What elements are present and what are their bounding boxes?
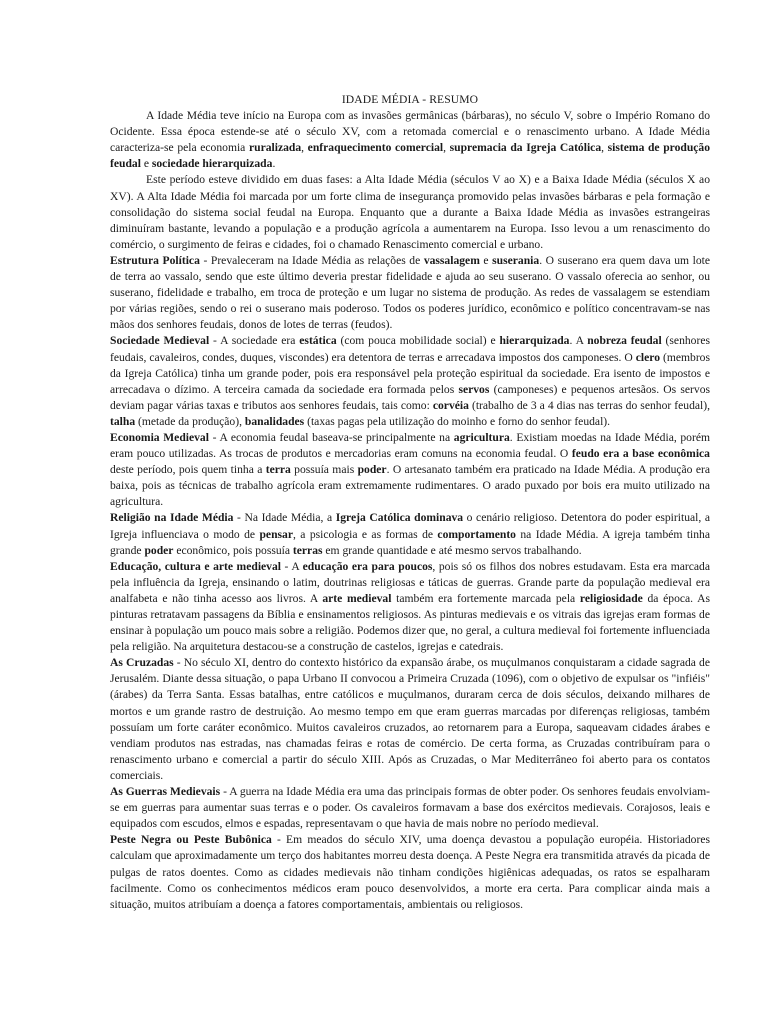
bold-term: religiosidade (579, 591, 643, 605)
text-run: - Na Idade Média, a (233, 511, 336, 525)
paragraph (110, 784, 710, 832)
bold-term: servos (458, 382, 490, 396)
bold-term: hierarquizada (499, 334, 570, 348)
bold-term: terra (265, 463, 291, 477)
bold-term: comportamento (437, 527, 516, 541)
text-run: - A sociedade era (209, 334, 300, 348)
bold-term: poder (144, 543, 174, 557)
text-run: e (140, 157, 152, 171)
text-run: , (443, 141, 450, 155)
bold-term: estática (299, 334, 337, 348)
text-run: - A guerra na Idade Média era uma das principais formas de obter poder. Os senhores feudais envolviam-se em guerras para aumentar suas terras e o poder. Os cavaleiros formavam a base dos exércitos medievais. Corajosos, leais e equipados com escudos, elmos e espadas, representavam o que havia de mais nobre no período medieval. (110, 785, 711, 831)
text-run: , (601, 141, 608, 155)
text-run: econômico, pois possuía (173, 543, 293, 557)
paragraph (110, 253, 710, 333)
bold-term: ruralizada (248, 141, 302, 155)
text-run: (com pouca mobilidade social) e (336, 334, 500, 348)
paragraph (110, 108, 710, 172)
text-run: (metade da produção), (135, 414, 245, 428)
bold-term: pensar (259, 527, 293, 541)
bold-term: talha (110, 414, 136, 428)
paragraph (110, 832, 710, 912)
text-run: (senhores feudais, cavaleiros, condes, duques, viscondes) era detentora de terras e arrecadava impostos dos camponeses. O (110, 334, 710, 364)
bold-term: educação era para poucos (302, 559, 433, 573)
text-run: em grande quantidade e até mesmo servos trabalhando. (322, 543, 582, 557)
bold-term: Estrutura Política (110, 253, 200, 267)
text-run: - A (281, 559, 303, 573)
bold-term: Economia Medieval (110, 430, 209, 444)
bold-term: sistema de produção feudal (110, 141, 711, 171)
paragraph (110, 655, 710, 784)
bold-term: As Cruzadas (110, 656, 174, 670)
bold-term: Igreja Católica dominava (335, 511, 464, 525)
text-run: (camponeses) e pequenos artesãos. Os servos deviam pagar várias taxas e tributos aos senhores feudais, tais como: (110, 382, 711, 412)
bold-term: Religião na Idade Média (110, 511, 234, 525)
bold-term: nobreza feudal (587, 334, 662, 348)
text-run: e (479, 253, 493, 267)
text-run: possuía mais (290, 463, 358, 477)
paragraph (110, 559, 710, 656)
text-run: o cenário religioso. Detentora do poder espiritual, a Igreja influenciava o modo de (110, 511, 710, 541)
text-run: , pois só os filhos dos nobres estudavam. Esta era marcada pela influência da Igreja, ensinando o latim, doutrinas religiosas e táticas de guerras. Grande parte da população medieval era analfabeta e não tinha acesso aos livros. A (110, 559, 710, 605)
text-run: (taxas pagas pela utilização do moinho e forno do senhor feudal). (304, 414, 611, 428)
text-run: , a psicologia e as formas de (292, 527, 438, 541)
bold-term: sociedade hierarquizada (151, 157, 273, 171)
bold-term: suserania (492, 253, 540, 267)
paragraph (110, 172, 710, 252)
bold-term: terras (292, 543, 323, 557)
text-run: . A (569, 334, 588, 348)
text-run: da época. As pinturas retratavam passagens da Bíblia e ensinamentos religiosos. As pinturas medievais e os vitrais das igrejas eram formas de ensinar à população um pouco mais sobre a religião. Podemos dizer que, no geral, a cultura medieval foi fortemente influenciada pela religião. Na arquitetura destacou-se a construção de castelos, igrejas e catedrais. (110, 591, 711, 654)
document-title: IDADE MÉDIA - RESUMO (341, 93, 479, 106)
text-run: - No século XI, dentro do contexto histórico da expansão árabe, os muçulmanos conquistaram a cidade sagrada de Jerusalém. Diante dessa situação, o papa Urbano II convocou a Primeira Cruzada (1096), com o objetivo de expulsar os "infiéis" (árabes) da Terra Santa. Essas batalhas, entre católicos e muçulmanos, duraram cerca de dois séculos, deixando milhares de mortos e um grande rastro de destruição. Ao mesmo tempo em que eram guerras marcadas por diferenças religiosas, também possuíam um forte caráter econômico. Muitos cavaleiros cruzados, ao retornarem para a Europa, saqueavam cidades árabes e vendiam produtos nas estradas, nas chamadas feiras e rotas de comércio. De certa forma, as Cruzadas contribuíram para o renascimento urbano e comercial a partir do século XIII. Após as Cruzadas, o Mar Mediterrâneo foi aberto para os contatos comerciais. (110, 656, 710, 782)
text-run: , (301, 141, 308, 155)
paragraph (110, 333, 710, 430)
bold-term: clero (635, 350, 661, 364)
bold-term: feudo era a base econômica (571, 447, 710, 461)
bold-term: As Guerras Medievais (110, 785, 221, 799)
bold-term: Educação, cultura e arte medieval (110, 559, 281, 573)
bold-term: enfraquecimento comercial (307, 141, 444, 155)
text-run: - Prevaleceram na Idade Média as relações de (199, 253, 424, 267)
bold-term: corvéia (432, 398, 469, 412)
text-run: também era fortemente marcada pela (391, 591, 580, 605)
text-run: na Idade Média. A igreja também tinha grande (110, 527, 710, 557)
text-run: . O artesanato também era praticado na Idade Média. A produção era baixa, pois as técnicas de trabalho agrícola eram extremamente rudimentares. O arado puxado por bois era muito utilizado na agricultura. (110, 463, 710, 509)
text-run: Este período esteve dividido em duas fases: a Alta Idade Média (séculos V ao X) e a Baixa Idade Média (séculos X ao XV). A Alta Idade Média foi marcada por um forte clima de insegurança promovido pelas invasões bárbaras e pela formação e consolidação do sistema social feudal na Europa. Enquanto que a durante a Baixa Idade Média as invasões estrangeiras diminuíram bastante, levando a população e a produção agrícola a aumentarem na Europa. Isso levou a um renascimento do comércio, o surgimento de feiras e cidades, foi o chamado Renascimento comercial e urbano. (110, 173, 710, 251)
text-run: (trabalho de 3 a 4 dias nas terras do senhor feudal), (468, 398, 710, 412)
bold-term: vassalagem (423, 253, 480, 267)
paragraph (110, 510, 710, 558)
bold-term: arte medieval (322, 591, 392, 605)
text-run: - Em meados do século XIV, uma doença devastou a população européia. Historiadores calculam que aproximadamente um terço dos habitantes morreu desta doença. A Peste Negra era transmitida através da picada de pulgas de ratos doentes. Como as cidades medievais não tinham condições higiênicas adequadas, os ratos se espalharam facilmente. Como os conhecimentos médicos eram pouco desenvolvidos, a morte era certa. Para complicar ainda mais a situação, muitos atribuíam a doença a fatores comportamentais, ambientais ou religiosos. (110, 833, 710, 911)
bold-term: Peste Negra ou Peste Bubônica (110, 833, 272, 847)
text-run: - A economia feudal baseava-se principalmente na (208, 430, 454, 444)
bold-term: Sociedade Medieval (110, 334, 210, 348)
document-body (110, 108, 710, 913)
text-run: A Idade Média teve início na Europa com as invasões germânicas (bárbaras), no século V, sobre o Império Romano do Ocidente. Essa época estende-se até o século XV, com a retomada comercial e o renascimento urbano. A Idade Média caracteriza-se pela economia (110, 109, 710, 155)
text-run: . Existiam moedas na Idade Média, porém eram pouco utilizadas. As trocas de produtos e mercadorias eram comuns na economia feudal. O (110, 430, 710, 461)
text-run: . (272, 157, 276, 171)
text-run: deste período, pois quem tinha a (110, 463, 266, 477)
bold-term: poder (357, 463, 387, 477)
text-run: . O suserano era quem dava um lote de terra ao vassalo, sendo que este último deveria prestar fidelidade e ajuda ao seu suserano. O vassalo oferecia ao senhor, ou suserano, fidelidade e trabalho, em troca de proteção e um lugar no sistema de produção. As redes de vassalagem se estendiam por várias regiões, sendo o rei o suserano mais poderoso. Todos os poderes jurídico, econômico e político concentravam-se nas mãos dos senhores feudais, donos de lotes de terras (feudos). (110, 253, 710, 332)
paragraph (110, 430, 710, 510)
bold-term: supremacia da Igreja Católica (449, 141, 602, 155)
text-run: (membros da Igreja Católica) tinha um grande poder, pois era responsável pela proteção espiritual da sociedade. Era isento de impostos e arrecadava o dízimo. A terceira camada da sociedade era formada pelos (110, 350, 710, 396)
bold-term: agricultura (453, 430, 510, 444)
bold-term: banalidades (244, 414, 305, 428)
